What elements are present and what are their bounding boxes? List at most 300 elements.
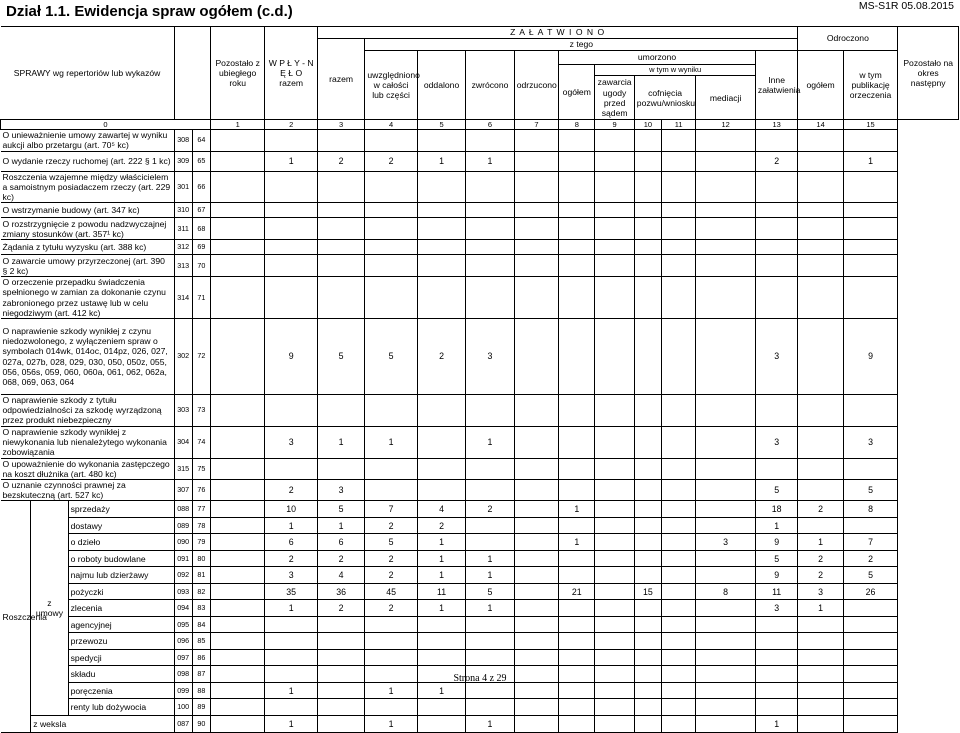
cell-value (634, 550, 661, 567)
cell-value (417, 426, 465, 458)
cell-value: 2 (798, 501, 843, 518)
table-row (1, 395, 959, 427)
table-row (1, 699, 959, 716)
cell-value (466, 649, 514, 666)
cell-value (365, 616, 417, 633)
cell-value (210, 151, 265, 171)
cell-value (798, 480, 843, 501)
cell-value: 35 (265, 583, 317, 600)
cell-value (662, 567, 696, 584)
cell-value (559, 550, 595, 567)
cell-value: 7 (843, 534, 898, 551)
subgroup-label: z weksla (31, 715, 174, 732)
table-row (1, 203, 959, 218)
cell-value (365, 480, 417, 501)
cell-value (696, 682, 756, 699)
cell-value (595, 517, 634, 534)
cell-value (755, 633, 797, 650)
cell-value (466, 699, 514, 716)
row-label: renty lub dożywocia (68, 699, 174, 716)
cell-value (210, 458, 265, 479)
cell-value (514, 699, 558, 716)
header-cofniecia: cofnięcia pozwu/wniosku (634, 76, 696, 120)
cell-value (696, 567, 756, 584)
cell-value: 5 (317, 501, 364, 518)
cell-value: 10 (265, 501, 317, 518)
cell-value: 1 (417, 534, 465, 551)
row-number: 78 (192, 517, 210, 534)
header-pozostalo-prev: Pozostało z ubiegłego roku (210, 27, 265, 120)
cell-value: 1 (265, 715, 317, 732)
row-code: 311 (174, 218, 192, 240)
cell-value (559, 151, 595, 171)
cell-value (559, 517, 595, 534)
header-zalatwiono: Z A Ł A T W I O N O (317, 27, 797, 39)
cell-value (634, 458, 661, 479)
table-row (1, 715, 959, 732)
row-code: 308 (174, 130, 192, 151)
cell-value (634, 501, 661, 518)
row-number: 84 (192, 616, 210, 633)
cell-value (634, 151, 661, 171)
cell-value (634, 240, 661, 255)
cell-value (466, 277, 514, 319)
cell-value (417, 203, 465, 218)
cell-value (559, 600, 595, 617)
table-row (1, 426, 959, 458)
cell-value (634, 171, 661, 203)
cell-value (514, 255, 558, 277)
cell-value (559, 480, 595, 501)
column-number: 8 (559, 120, 595, 130)
cell-value (696, 151, 756, 171)
subgroup-label: z umowy (31, 501, 68, 716)
cell-value (365, 171, 417, 203)
cell-value (210, 550, 265, 567)
cell-value (265, 458, 317, 479)
row-label: składu (68, 666, 174, 683)
cell-value: 1 (755, 517, 797, 534)
cell-value (843, 699, 898, 716)
cell-value: 3 (317, 480, 364, 501)
column-number: 13 (755, 120, 797, 130)
row-number: 86 (192, 649, 210, 666)
cell-value (696, 649, 756, 666)
cell-value (696, 130, 756, 151)
cell-value (317, 203, 364, 218)
cell-value (662, 550, 696, 567)
cell-value (265, 616, 317, 633)
cell-value: 21 (559, 583, 595, 600)
cell-value (317, 699, 364, 716)
cell-value (466, 240, 514, 255)
cell-value (317, 395, 364, 427)
cell-value (696, 715, 756, 732)
cell-value (559, 130, 595, 151)
cell-value (466, 458, 514, 479)
table-row (1, 633, 959, 650)
cell-value (634, 567, 661, 584)
cell-value: 2 (417, 517, 465, 534)
row-code: 312 (174, 240, 192, 255)
cell-value (755, 458, 797, 479)
cell-value: 1 (417, 682, 465, 699)
cell-value (843, 715, 898, 732)
cell-value (210, 395, 265, 427)
cell-value (843, 682, 898, 699)
cell-value (417, 699, 465, 716)
column-number: 6 (466, 120, 514, 130)
row-code: 087 (174, 715, 192, 732)
cell-value (317, 255, 364, 277)
row-number: 80 (192, 550, 210, 567)
cell-value (798, 517, 843, 534)
cell-value: 5 (365, 319, 417, 395)
cell-value: 9 (843, 319, 898, 395)
cell-value (559, 203, 595, 218)
cell-value: 36 (317, 583, 364, 600)
cell-value: 8 (843, 501, 898, 518)
cell-value (317, 649, 364, 666)
table-row (1, 458, 959, 479)
cell-value (755, 699, 797, 716)
cell-value: 2 (317, 550, 364, 567)
row-label: o dzieło (68, 534, 174, 551)
cell-value (365, 240, 417, 255)
cell-value (634, 649, 661, 666)
cell-value (755, 277, 797, 319)
cell-value: 11 (417, 583, 465, 600)
cell-value (662, 319, 696, 395)
cell-value (466, 130, 514, 151)
cell-value (798, 682, 843, 699)
cell-value (798, 616, 843, 633)
cell-value (755, 130, 797, 151)
cell-value (514, 567, 558, 584)
row-label: agencyjnej (68, 616, 174, 633)
cell-value (265, 699, 317, 716)
cell-value (210, 240, 265, 255)
cell-value (559, 715, 595, 732)
cell-value (595, 715, 634, 732)
cell-value (417, 240, 465, 255)
row-label: przewozu (68, 633, 174, 650)
cell-value (595, 480, 634, 501)
table-row (1, 277, 959, 319)
header-w-tym-wyniku: w tym w wyniku (595, 65, 755, 76)
cell-value: 5 (843, 480, 898, 501)
row-number: 83 (192, 600, 210, 617)
row-label: O orzeczenie przepadku świadczenia spełnionego w zamian za dokonanie czynu zabronionego przez ustawę lub w celu niegodziwym (art. 412 kc) (1, 277, 175, 319)
cell-value (559, 171, 595, 203)
group-label: Roszczenia (1, 501, 31, 733)
row-label: poręczenia (68, 682, 174, 699)
cell-value (265, 395, 317, 427)
cell-value (417, 130, 465, 151)
cell-value (843, 203, 898, 218)
cell-value (365, 699, 417, 716)
cell-value (265, 240, 317, 255)
table-row (1, 218, 959, 240)
cell-value (466, 203, 514, 218)
table-row (1, 534, 959, 551)
cell-value (798, 649, 843, 666)
cell-value: 3 (265, 567, 317, 584)
cell-value: 1 (559, 534, 595, 551)
cell-value (210, 255, 265, 277)
cell-value (514, 395, 558, 427)
cell-value: 9 (265, 319, 317, 395)
cell-value (514, 633, 558, 650)
cell-value (417, 218, 465, 240)
cell-value (662, 682, 696, 699)
cell-value (843, 218, 898, 240)
cell-value (365, 277, 417, 319)
cell-value (662, 649, 696, 666)
column-number: 10 (634, 120, 661, 130)
cell-value (843, 240, 898, 255)
cell-value (466, 682, 514, 699)
cell-value: 2 (843, 550, 898, 567)
header-odr-wtym: w tym publikację orzeczenia (843, 51, 898, 120)
cell-value (514, 649, 558, 666)
cell-value (210, 633, 265, 650)
cell-value (514, 517, 558, 534)
cell-value (365, 203, 417, 218)
cell-value (559, 699, 595, 716)
row-label: O uznanie czynności prawnej za bezskuteczną (art. 527 kc) (1, 480, 175, 501)
cell-value (417, 277, 465, 319)
cell-value (662, 171, 696, 203)
cell-value: 3 (755, 426, 797, 458)
cell-value (798, 699, 843, 716)
cell-value (798, 277, 843, 319)
cell-value (595, 240, 634, 255)
cell-value (634, 616, 661, 633)
cell-value (595, 277, 634, 319)
cell-value (662, 240, 696, 255)
cell-value: 1 (317, 517, 364, 534)
cell-value (417, 616, 465, 633)
cell-value (210, 426, 265, 458)
cell-value (634, 517, 661, 534)
column-number: 0 (1, 120, 211, 130)
cell-value (634, 534, 661, 551)
cell-value (843, 633, 898, 650)
header-zwrocono: zwrócono (466, 51, 514, 120)
cell-value (696, 517, 756, 534)
cell-value (595, 600, 634, 617)
cell-value: 2 (417, 319, 465, 395)
cell-value (514, 534, 558, 551)
cell-value (595, 649, 634, 666)
cell-value (595, 616, 634, 633)
cell-value (634, 600, 661, 617)
row-code: 088 (174, 501, 192, 518)
cell-value (514, 600, 558, 617)
cell-value (696, 458, 756, 479)
cell-value (696, 480, 756, 501)
cell-value (210, 583, 265, 600)
row-label: O wstrzymanie budowy (art. 347 kc) (1, 203, 175, 218)
cell-value: 1 (466, 567, 514, 584)
row-number: 68 (192, 218, 210, 240)
row-code: 309 (174, 151, 192, 171)
cell-value: 6 (265, 534, 317, 551)
row-number: 90 (192, 715, 210, 732)
cell-value (662, 255, 696, 277)
cell-value: 1 (466, 426, 514, 458)
cell-value (798, 633, 843, 650)
cell-value (843, 277, 898, 319)
cell-value: 3 (755, 600, 797, 617)
table-row (1, 517, 959, 534)
cell-value: 8 (696, 583, 756, 600)
cell-value: 9 (755, 534, 797, 551)
cell-value: 6 (317, 534, 364, 551)
cell-value (466, 218, 514, 240)
row-code: 304 (174, 426, 192, 458)
cell-value (317, 130, 364, 151)
row-number: 74 (192, 426, 210, 458)
cell-value (210, 218, 265, 240)
header-umorzono: umorzono (559, 51, 756, 65)
cell-value (662, 583, 696, 600)
cell-value (798, 319, 843, 395)
cell-value: 1 (265, 682, 317, 699)
cell-value: 2 (365, 567, 417, 584)
cell-value (559, 633, 595, 650)
header-odrzucono: odrzucono (514, 51, 558, 120)
cell-value (514, 616, 558, 633)
cell-value (634, 319, 661, 395)
cell-value: 1 (265, 517, 317, 534)
cell-value (696, 616, 756, 633)
cell-value (595, 255, 634, 277)
row-number: 75 (192, 458, 210, 479)
cell-value (466, 480, 514, 501)
cell-value: 3 (843, 426, 898, 458)
cell-value (798, 395, 843, 427)
cell-value (595, 501, 634, 518)
cell-value (662, 277, 696, 319)
cell-value (466, 517, 514, 534)
column-number: 5 (417, 120, 465, 130)
cell-value (210, 130, 265, 151)
header-z-tego: z tego (365, 39, 798, 51)
cell-value: 2 (755, 151, 797, 171)
header-oddalono: oddalono (417, 51, 465, 120)
cell-value (634, 426, 661, 458)
cell-value (662, 517, 696, 534)
column-number: 7 (514, 120, 558, 130)
cell-value (417, 458, 465, 479)
cell-value (317, 171, 364, 203)
cell-value (755, 616, 797, 633)
cell-value (514, 130, 558, 151)
cell-value: 1 (798, 600, 843, 617)
cell-value (595, 395, 634, 427)
cell-value: 2 (365, 517, 417, 534)
cell-value (559, 277, 595, 319)
cell-value: 5 (755, 480, 797, 501)
cell-value (595, 567, 634, 584)
row-code: 097 (174, 649, 192, 666)
cell-value (559, 240, 595, 255)
cell-value: 5 (466, 583, 514, 600)
cell-value (634, 633, 661, 650)
row-number: 72 (192, 319, 210, 395)
column-number: 11 (662, 120, 696, 130)
cell-value (559, 426, 595, 458)
cell-value (514, 715, 558, 732)
cell-value (634, 255, 661, 277)
cell-value (843, 649, 898, 666)
cell-value (798, 151, 843, 171)
header-odr-ogolem: ogółem (798, 51, 843, 120)
cell-value (634, 218, 661, 240)
cell-value (696, 218, 756, 240)
cell-value (696, 600, 756, 617)
row-code: 098 (174, 666, 192, 683)
cell-value (365, 255, 417, 277)
row-code: 094 (174, 600, 192, 617)
header-uwzgledniono: uwzględniono w całości lub części (365, 51, 417, 120)
cell-value (559, 218, 595, 240)
cell-value (559, 616, 595, 633)
table-row (1, 567, 959, 584)
row-number: 69 (192, 240, 210, 255)
cell-value (417, 395, 465, 427)
cell-value (843, 395, 898, 427)
cell-value (514, 583, 558, 600)
cell-value (798, 458, 843, 479)
row-label: dostawy (68, 517, 174, 534)
row-code: 302 (174, 319, 192, 395)
cell-value (662, 130, 696, 151)
cell-value (662, 534, 696, 551)
cell-value: 1 (417, 550, 465, 567)
cell-value (514, 151, 558, 171)
column-number: 14 (798, 120, 843, 130)
cell-value (317, 616, 364, 633)
cell-value (210, 600, 265, 617)
cell-value: 1 (417, 600, 465, 617)
cell-value: 1 (559, 501, 595, 518)
cell-value (210, 715, 265, 732)
row-label: O naprawienie szkody wynikłej z niewykonania lub nienależytego wykonania zobowiązania (1, 426, 175, 458)
cell-value (466, 171, 514, 203)
row-code: 307 (174, 480, 192, 501)
cell-value (696, 171, 756, 203)
row-code: 301 (174, 171, 192, 203)
cell-value (696, 277, 756, 319)
cell-value (662, 151, 696, 171)
row-label: O wydanie rzeczy ruchomej (art. 222 § 1 kc) (1, 151, 175, 171)
row-code: 095 (174, 616, 192, 633)
cell-value: 1 (466, 715, 514, 732)
cell-value: 11 (755, 583, 797, 600)
cell-value (466, 255, 514, 277)
cell-value (843, 600, 898, 617)
cell-value (755, 395, 797, 427)
cell-value (634, 699, 661, 716)
cell-value: 1 (798, 534, 843, 551)
cell-value (798, 130, 843, 151)
cell-value (696, 240, 756, 255)
row-number: 81 (192, 567, 210, 584)
table-row (1, 319, 959, 395)
